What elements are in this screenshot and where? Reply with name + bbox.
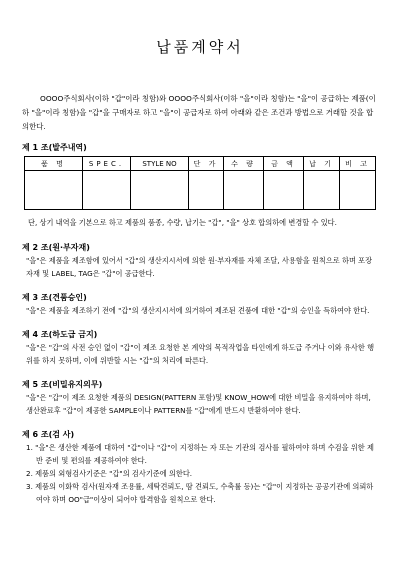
table-cell <box>304 171 340 210</box>
column-header: 금 액 <box>264 157 304 171</box>
table-cell <box>224 171 264 210</box>
column-header: 비 고 <box>340 157 376 171</box>
section-6 <box>22 429 378 506</box>
section-1 <box>22 142 378 229</box>
section-2 <box>22 242 378 280</box>
column-header: SPEC. <box>83 157 131 171</box>
column-header: 품 명 <box>25 157 83 171</box>
section-3 <box>22 292 378 317</box>
column-header: 수 량 <box>224 157 264 171</box>
document-title: 납품계약서 <box>156 38 244 56</box>
table-cell <box>83 171 131 210</box>
table-cell <box>189 171 224 210</box>
section-heading: 제 1 조(발주내역) <box>22 143 87 152</box>
order-items-table <box>24 156 376 210</box>
section-heading: 제 4 조(하도급 금지) <box>22 330 98 339</box>
table-header-row <box>25 157 376 171</box>
list-item: 2. 제품의 외형검사기준은 "갑"의 검사기준에 의한다. <box>26 469 193 478</box>
list-item: 3. 제품의 이화학 검사(원자재 조용률, 세탁견뢰도, 땀 견뢰도, 수축률 등)는 "갑"이 지정하는 공공기관에 의뢰하여야 하며 OO"급"이상이 되어야 합격함을 원칙으로 한다. <box>26 482 374 504</box>
column-header: STYLE NO <box>131 157 189 171</box>
list-item: 1. "을"은 생산한 제품에 대하여 "갑"이나 "갑"이 지정하는 자 또는 기관의 검사를 필하여야 하며 수검을 위한 제반 준비 및 편의를 제공하여야 한다. <box>26 443 374 465</box>
section-4 <box>22 329 378 367</box>
section-heading: 제 5 조(비밀유지의무) <box>22 380 103 389</box>
section-note: 단, 상기 내역을 기본으로 하고 제품의 품종, 수량, 납기는 "갑", "을" 상호 합의하에 변경할 수 있다. <box>28 218 337 227</box>
section-heading: 제 2 조(원·부자재) <box>22 243 90 252</box>
column-header: 납 기 <box>304 157 340 171</box>
table-cell <box>131 171 189 210</box>
column-header: 단 가 <box>189 157 224 171</box>
intro-paragraph: OOOO주식회사(이하 "갑"이라 칭함)와 OOOO주식회사(이하 "을"이라 칭함)는 "을"이 공급하는 제품(이하 "을"이라 칭함)을 "갑"을 구매자로 하고 "을"이 공급자로 하여 아래와 같은 조건과 방법으로 거래할 것을 합의한다. <box>22 94 376 131</box>
inspection-list <box>22 441 378 506</box>
section-body: "을"은 제품을 제조함에 있어서 "갑"의 생산지시서에 의한 원·부자재를 자체 조달, 사용함을 원칙으로 하며 포장자재 및 LABEL, TAG은 "갑"이 공급한다. <box>26 256 373 278</box>
section-body: "을"은 제품을 제조하기 전에 "갑"의 생산지시서에 의거하여 제조된 견품에 대한 "갑"의 승인을 득하여야 한다. <box>26 306 370 315</box>
section-body: "을"은 "갑"의 사전 승인 없이 "갑"이 제조 요청한 본 계약의 목적작업을 타인에게 하도급 주거나 이와 유사한 행위를 하지 못하며, 이에 위반할 시는 "갑"의 처리에 따른다. <box>26 343 375 365</box>
table-cell <box>340 171 376 210</box>
table-cell <box>264 171 304 210</box>
section-heading: 제 3 조(견품승인) <box>22 293 87 302</box>
section-body: "을"은 "갑"이 제조 요청한 제품의 DESIGN(PATTERN 포함)및 KNOW_HOW에 대한 비밀을 유지하여야 하며, 생산완료후 "갑"이 제공한 SAMPLE이나 PATTERN를 "갑"에게 반드시 반환하여야 한다. <box>26 393 371 415</box>
table-cell <box>25 171 83 210</box>
section-5 <box>22 379 378 417</box>
table-row <box>25 171 376 210</box>
section-heading: 제 6 조(검 사) <box>22 430 75 439</box>
